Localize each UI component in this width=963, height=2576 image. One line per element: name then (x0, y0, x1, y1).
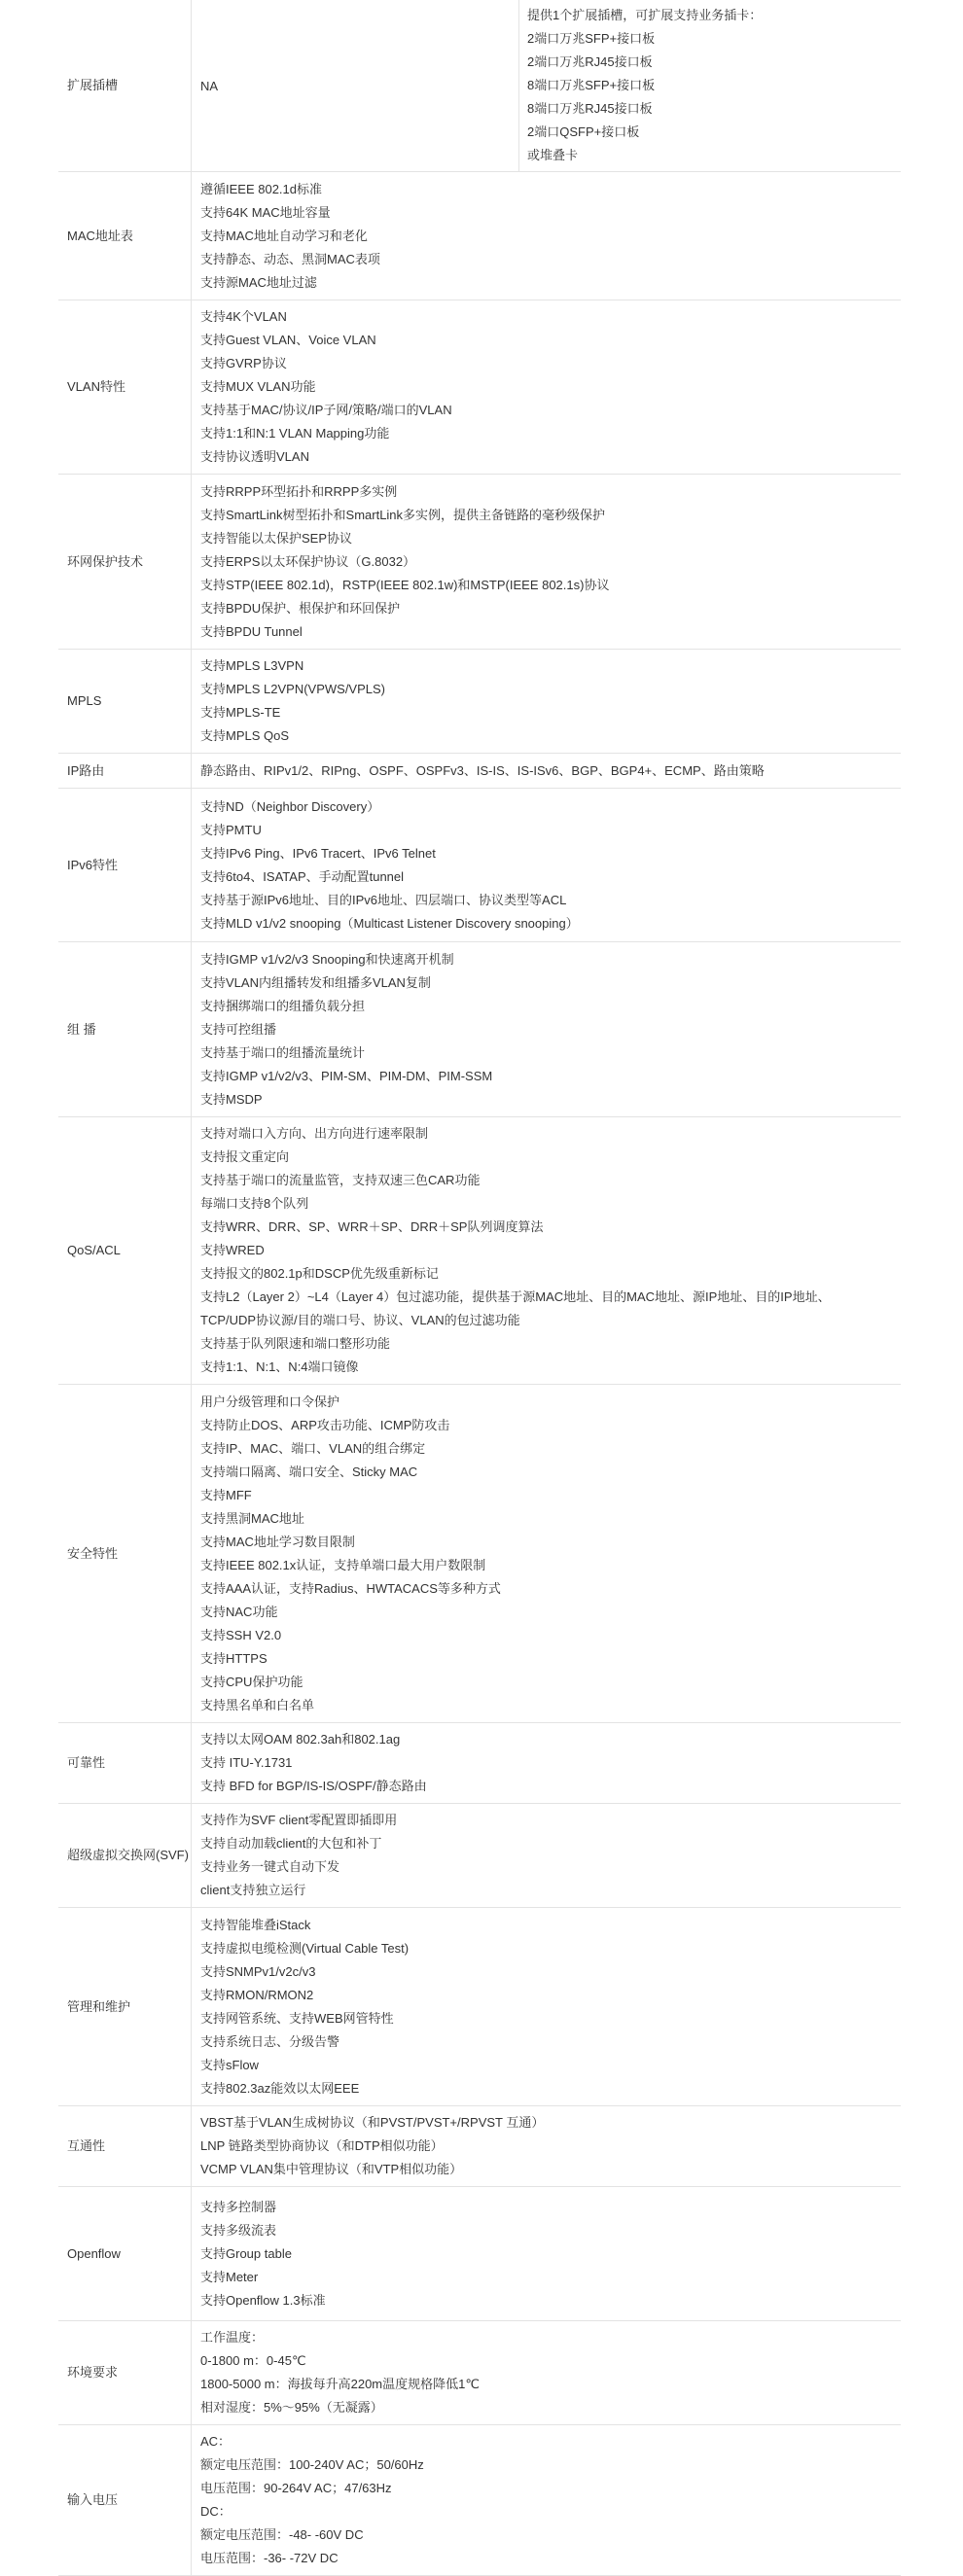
spec-line: 支持源MAC地址过滤 (200, 274, 317, 290)
spec-line: LNP 链路类型协商协议（和DTP相似功能） (200, 2138, 444, 2153)
spec-table (58, 0, 901, 2576)
spec-line: 支持802.3az能效以太网EEE (200, 2080, 360, 2096)
spec-line: 支持MLD v1/v2 snooping（Multicast Listener Discovery snooping） (200, 915, 579, 931)
row-value (192, 1117, 902, 1385)
row-label: 环境要求 (58, 2321, 192, 2425)
spec-line: 支持多控制器 (200, 2199, 277, 2214)
spec-line: 支持4K个VLAN (200, 309, 287, 324)
row-value (192, 1723, 902, 1804)
spec-line: 支持可控组播 (200, 1021, 277, 1037)
spec-line: 支持6to4、ISATAP、手动配置tunnel (200, 868, 405, 884)
spec-line: 8端口万兆SFP+接口板 (527, 78, 656, 92)
row-value (192, 1804, 902, 1908)
spec-line: 支持STP(IEEE 802.1d)，RSTP(IEEE 802.1w)和MSTP(IEEE 802.1s)协议 (200, 577, 610, 592)
spec-line: 支持多级流表 (200, 2222, 277, 2238)
spec-line: 支持MPLS-TE (200, 705, 281, 720)
spec-line: 支持RRPP环型拓扑和RRPP多实例 (200, 483, 398, 499)
spec-row (58, 650, 901, 754)
spec-row (58, 2321, 901, 2425)
spec-line: 支持 BFD for BGP/IS-IS/OSPF/静态路由 (200, 1779, 427, 1793)
spec-line: 2端口QSFP+接口板 (527, 124, 640, 139)
spec-line: 1800-5000 m：海拔每升高220m温度规格降低1℃ (200, 2377, 480, 2391)
spec-row (58, 942, 901, 1117)
row-label: 安全特性 (58, 1385, 192, 1723)
spec-line: 支持Guest VLAN、Voice VLAN (200, 333, 376, 347)
spec-line: VCMP VLAN集中管理协议（和VTP相似功能） (200, 2162, 463, 2176)
spec-row (58, 1117, 901, 1385)
row-label: 组 播 (58, 942, 192, 1117)
spec-row (58, 1723, 901, 1804)
spec-line: 支持 ITU-Y.1731 (200, 1755, 293, 1770)
spec-line: 支持MAC地址自动学习和老化 (200, 228, 368, 243)
spec-line: 电压范围：90-264V AC；47/63Hz (200, 2481, 392, 2495)
row-label: QoS/ACL (58, 1117, 192, 1385)
row-value (192, 942, 902, 1117)
spec-line: 支持MSDP (200, 1091, 263, 1107)
row-label: 扩展插槽 (58, 0, 192, 172)
spec-row (58, 475, 901, 650)
spec-line: 支持ERPS以太环保护协议（G.8032） (200, 553, 416, 569)
row-label: Openflow (58, 2187, 192, 2321)
spec-line: 支持MFF (200, 1487, 252, 1502)
row-value (192, 2187, 902, 2321)
spec-line: 额定电压范围：-48- -60V DC (200, 2527, 364, 2542)
spec-line: AC： (200, 2434, 232, 2449)
spec-line: 支持RMON/RMON2 (200, 1987, 314, 2002)
spec-line: 支持1:1、N:1、N:4端口镜像 (200, 1359, 359, 1374)
spec-line: 支持SmartLink树型拓扑和SmartLink多实例，提供主备链路的毫秒级保护 (200, 507, 606, 522)
spec-line: 支持自动加载client的大包和补丁 (200, 1836, 382, 1851)
spec-line: 支持MPLS QoS (200, 728, 290, 743)
spec-line: 支持静态、动态、黑洞MAC表项 (200, 251, 380, 266)
spec-line: 支持协议透明VLAN (200, 449, 309, 464)
spec-line: 支持MPLS L2VPN(VPWS/VPLS) (200, 682, 385, 696)
spec-line: 8端口万兆RJ45接口板 (527, 101, 653, 116)
spec-row (58, 300, 901, 475)
spec-line: 支持1:1和N:1 VLAN Mapping功能 (200, 426, 390, 441)
spec-line: 额定电压范围：100-240V AC；50/60Hz (200, 2457, 424, 2472)
spec-line: 支持IGMP v1/v2/v3 Snooping和快速离开机制 (200, 951, 454, 967)
row-value (192, 650, 902, 754)
spec-row (58, 754, 901, 789)
spec-line: 电压范围：-36- -72V DC (200, 2551, 339, 2565)
spec-line: 每端口支持8个队列 (200, 1196, 309, 1211)
spec-row (58, 789, 901, 942)
spec-row (58, 1804, 901, 1908)
spec-line: 支持SSH V2.0 (200, 1627, 282, 1642)
row-value (192, 1385, 902, 1723)
row-label: VLAN特性 (58, 300, 192, 475)
spec-row (58, 0, 901, 172)
spec-line: 支持基于MAC/协议/IP子网/策略/端口的VLAN (200, 403, 452, 417)
spec-line: 支持端口隔离、端口安全、Sticky MAC (200, 1464, 418, 1479)
spec-line: 支持防止DOS、ARP攻击功能、ICMP防攻击 (200, 1417, 450, 1432)
spec-line: client支持独立运行 (200, 1883, 306, 1897)
spec-line: 支持VLAN内组播转发和组播多VLAN复制 (200, 974, 431, 990)
spec-line: 支持基于端口的组播流量统计 (200, 1044, 366, 1060)
spec-line: 支持业务一键式自动下发 (200, 1859, 340, 1874)
spec-line: 支持MPLS L3VPN (200, 658, 304, 673)
slot-left-value: NA (200, 78, 219, 93)
spec-line: 支持IP、MAC、端口、VLAN的组合绑定 (200, 1440, 426, 1456)
spec-line: 工作温度： (200, 2330, 265, 2345)
spec-line: 支持网管系统、支持WEB网管特性 (200, 2010, 394, 2026)
row-label: 管理和维护 (58, 1908, 192, 2106)
spec-row (58, 1908, 901, 2106)
spec-line: 静态路由、RIPv1/2、RIPng、OSPF、OSPFv3、IS-IS、IS-ISv6、BGP、BGP4+、ECMP、路由策略 (200, 762, 765, 778)
spec-line: 支持IPv6 Ping、IPv6 Tracert、IPv6 Telnet (200, 845, 436, 861)
spec-line: DC： (200, 2504, 232, 2519)
spec-line: 支持MUX VLAN功能 (200, 379, 316, 394)
spec-line: 支持L2（Layer 2）~L4（Layer 4）包过滤功能，提供基于源MAC地址、目的MAC地址、源IP地址、目的IP地址、TCP/UDP协议源/目的端口号、协议、VLAN的包过滤功能 (200, 1289, 831, 1327)
row-value (192, 2106, 902, 2187)
spec-line: 支持IEEE 802.1x认证，支持单端口最大用户数限制 (200, 1557, 486, 1572)
spec-line: 支持ND（Neighbor Discovery） (200, 798, 380, 814)
spec-line: 支持虚拟电缆检测(Virtual Cable Test) (200, 1940, 410, 1956)
spec-line: 支持捆绑端口的组播负载分担 (200, 998, 366, 1013)
row-label: MPLS (58, 650, 192, 754)
spec-line: 提供1个扩展插槽，可扩展支持业务插卡： (527, 8, 763, 22)
spec-line: 支持WRED (200, 1243, 265, 1257)
spec-line: 支持WRR、DRR、SP、WRR＋SP、DRR＋SP队列调度算法 (200, 1219, 544, 1234)
spec-line: 支持以太网OAM 802.3ah和802.1ag (200, 1732, 401, 1747)
row-label: IPv6特性 (58, 789, 192, 942)
spec-line: 支持HTTPS (200, 1650, 268, 1666)
spec-line: 支持Group table (200, 2245, 292, 2261)
row-value (192, 2425, 902, 2576)
row-label: MAC地址表 (58, 172, 192, 300)
spec-line: 遵循IEEE 802.1d标准 (200, 181, 322, 196)
spec-line: 支持MAC地址学习数目限制 (200, 1534, 355, 1549)
spec-line: 支持IGMP v1/v2/v3、PIM-SM、PIM-DM、PIM-SSM (200, 1068, 493, 1083)
spec-line: VBST基于VLAN生成树协议（和PVST/PVST+/RPVST 互通） (200, 2115, 545, 2130)
spec-line: 支持AAA认证，支持Radius、HWTACACS等多种方式 (200, 1580, 501, 1596)
spec-row (58, 172, 901, 300)
row-label: IP路由 (58, 754, 192, 789)
row-label: 超级虚拟交换网(SVF) (58, 1804, 192, 1908)
spec-line: 支持报文重定向 (200, 1149, 290, 1164)
spec-row (58, 2425, 901, 2576)
spec-line: 支持64K MAC地址容量 (200, 204, 331, 220)
spec-line: 支持Meter (200, 2269, 259, 2284)
row-value (192, 300, 902, 475)
row-label: 互通性 (58, 2106, 192, 2187)
spec-line: 用户分级管理和口令保护 (200, 1394, 340, 1409)
spec-line: 或堆叠卡 (527, 148, 579, 162)
spec-row (58, 2187, 901, 2321)
row-value (192, 475, 902, 650)
row-value (192, 789, 902, 942)
spec-line: 0-1800 m：0-45℃ (200, 2353, 306, 2368)
spec-line: 2端口万兆SFP+接口板 (527, 31, 656, 46)
row-value (192, 1908, 902, 2106)
spec-line: 支持基于队列限速和端口整形功能 (200, 1336, 391, 1351)
row-label: 可靠性 (58, 1723, 192, 1804)
spec-line: 支持NAC功能 (200, 1604, 278, 1619)
spec-line: 支持对端口入方向、出方向进行速率限制 (200, 1126, 429, 1141)
spec-row (58, 2106, 901, 2187)
spec-line: 支持智能以太保护SEP协议 (200, 530, 353, 546)
spec-line: 支持Openflow 1.3标准 (200, 2292, 326, 2308)
row-value (192, 172, 902, 300)
spec-line: 支持BPDU保护、根保护和环回保护 (200, 600, 401, 616)
row-label: 环网保护技术 (58, 475, 192, 650)
row-label: 输入电压 (58, 2425, 192, 2576)
spec-line: 支持智能堆叠iStack (200, 1917, 311, 1932)
spec-line: 2端口万兆RJ45接口板 (527, 54, 653, 69)
spec-line: 支持PMTU (200, 822, 262, 837)
spec-row (58, 1385, 901, 1723)
row-value (192, 2321, 902, 2425)
spec-line: 支持黑洞MAC地址 (200, 1510, 304, 1526)
spec-line: 支持基于源IPv6地址、目的IPv6地址、四层端口、协议类型等ACL (200, 892, 567, 907)
spec-line: 支持BPDU Tunnel (200, 623, 303, 639)
spec-line: 支持sFlow (200, 2057, 259, 2072)
row-value (192, 0, 902, 172)
spec-line: 支持SNMPv1/v2c/v3 (200, 1963, 316, 1979)
spec-line: 相对湿度：5%～95%（无凝露） (200, 2400, 383, 2415)
spec-line: 支持CPU保护功能 (200, 1674, 303, 1689)
spec-line: 支持系统日志、分级告警 (200, 2033, 340, 2049)
spec-line: 支持报文的802.1p和DSCP优先级重新标记 (200, 1266, 439, 1281)
spec-line: 支持作为SVF client零配置即插即用 (200, 1813, 398, 1827)
spec-line: 支持GVRP协议 (200, 356, 287, 371)
spec-line: 支持基于端口的流量监管，支持双速三色CAR功能 (200, 1173, 481, 1187)
spec-line: 支持黑名单和白名单 (200, 1697, 315, 1712)
row-value (192, 754, 902, 789)
